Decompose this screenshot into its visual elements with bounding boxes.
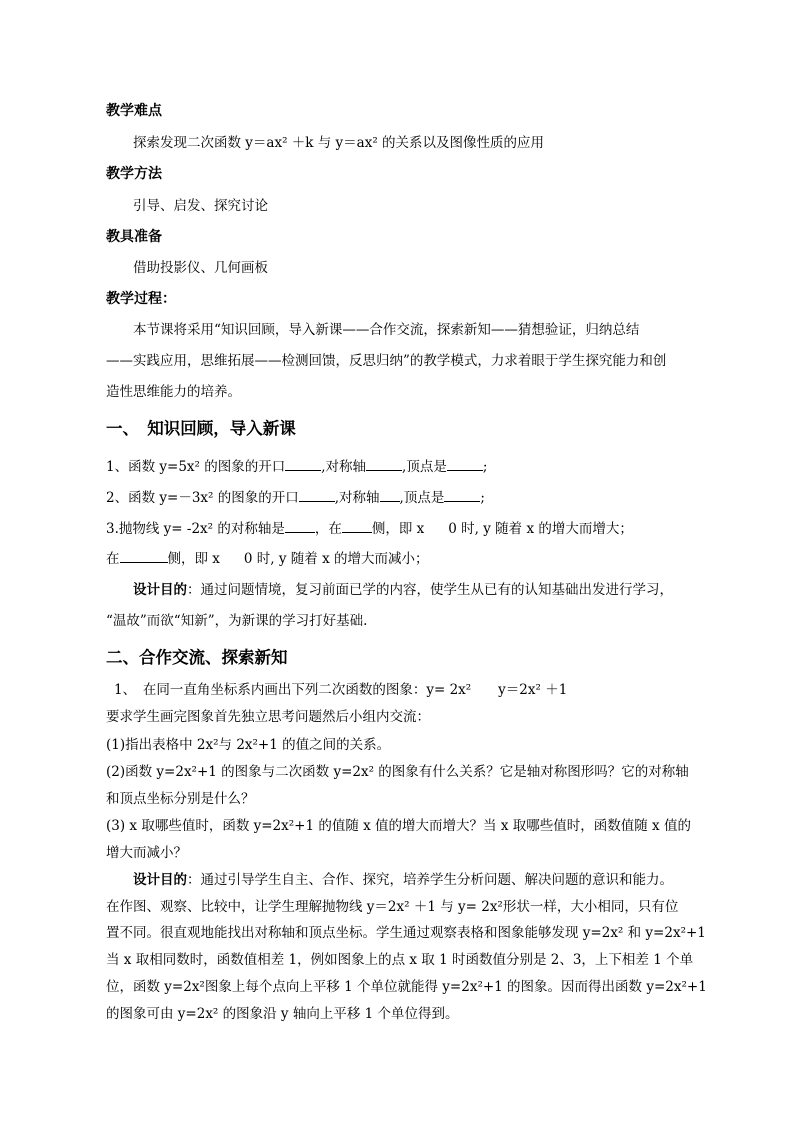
design-purpose-label: 设计目的: [133, 872, 187, 888]
section-2-title: 二、合作交流、探索新知: [106, 648, 288, 667]
q1-text-d: ;: [482, 459, 488, 475]
teaching-difficulty-text: 探索发现二次函数 y＝ax² ＋k 与 y＝ax² 的关系以及图像性质的应用: [133, 135, 545, 151]
teaching-tools-text: 借助投影仪、几何画板: [133, 260, 268, 276]
explore-question-3-line-2: 增大而减小？: [106, 845, 187, 861]
section-1-title: 一、 知识回顾，导入新课: [106, 419, 296, 438]
process-para-line-3: 造性思维能力的培养。: [106, 384, 241, 400]
answer-blank: [380, 487, 400, 502]
answer-blank: [120, 548, 168, 563]
explore-question-3-line-1: (3) x 取哪些值时，函数 y=2x²+1 的值随 x 值的增大而增大？当 x 取哪些值时，函数值随 x 值的: [106, 818, 691, 834]
q3-text-c: 侧，即 x: [371, 521, 425, 537]
design-purpose-1-line-2: “温故”而欲“知新”，为新课的学习打好基础.: [106, 613, 368, 629]
q3-text-b: ，在: [314, 521, 342, 537]
answer-blank: [366, 456, 402, 471]
answer-blank: [299, 487, 335, 502]
teaching-method-text: 引导、启发、探究讨论: [133, 198, 268, 214]
answer-blank: [285, 456, 321, 471]
design-purpose-text: ：通过问题情境，复习前面已学的内容，使学生从已有的认知基础出发进行学习，: [187, 582, 673, 598]
q3-text-d: 0 时, y 随着 x 的增大而增大；: [448, 521, 633, 537]
review-question-3: [106, 518, 633, 539]
design-purpose-2-line-6: 的图象可由 y=2x² 的图象沿 y 轴向上平移 1 个单位得到。: [106, 1006, 459, 1022]
heading-teaching-difficulty: 教学难点: [106, 103, 162, 119]
design-purpose-2-line-3: 置不同。很直观地能找出对称轴和顶点坐标。学生通过观察表格和图象能够发现 y=2x² 和 y=2x²+1: [106, 925, 706, 941]
q2-text-c: ,顶点是: [399, 490, 445, 506]
explore-requirement: 要求学生画完图象首先独立思考问题然后小组内交流：: [106, 709, 430, 725]
design-purpose-2-line-1: [133, 870, 673, 890]
q2-text-d: ;: [480, 490, 485, 506]
heading-teaching-tools: 教具准备: [106, 229, 162, 245]
explore-question-1: (1)指出表格中 2x²与 2x²+1 的值之间的关系。: [106, 737, 391, 753]
q1-text-c: ,顶点是: [402, 459, 447, 475]
q1-text-b: ,对称轴: [321, 459, 367, 475]
q1-text-a: 1、函数 y=5x² 的图象的开口: [106, 459, 286, 475]
heading-teaching-method: 教学方法: [106, 166, 162, 182]
process-para-line-1: 本节课将采用“知识回顾，导入新课——合作交流，探索新知——猜想验证，归纳总结: [133, 322, 640, 338]
q3-text-e: 在: [106, 551, 120, 567]
review-question-3-cont: [106, 548, 428, 569]
review-question-1: [106, 456, 487, 477]
design-purpose-label: 设计目的: [133, 582, 187, 598]
explore-question-2-line-1: (2)函数 y=2x²+1 的图象与二次函数 y=2x² 的图象有什么关系？它是轴对称图形吗？它的对称轴: [106, 764, 689, 780]
heading-teaching-process: 教学过程：: [106, 291, 176, 307]
answer-blank: [447, 456, 483, 471]
design-purpose-1-line-1: [133, 580, 673, 600]
design-purpose-2-line-2: 在作图、观察、比较中，让学生理解抛物线 y＝2x² ＋1 与 y= 2x²形状一样，大小相同，只有位: [106, 899, 679, 915]
design-purpose-2-line-4: 当 x 取相同数时，函数值相差 1，例如图象上的点 x 取 1 时函数值分别是 2、3，上下相差 1 个单: [106, 952, 694, 968]
process-para-line-2: ——实践应用，思维拓展——检测回馈，反思归纳”的教学模式，力求着眼于学生探究能力和创: [106, 353, 667, 369]
design-purpose-2-line-5: 位，函数 y=2x²图象上每个点向上平移 1 个单位就能得 y=2x²+1 的图象。因而得出函数 y=2x²+1: [106, 979, 707, 995]
q2-text-b: ,对称轴: [334, 490, 380, 506]
q3-text-f: 侧，即 x: [167, 551, 220, 567]
explore-item-1: 1、 在同一直角坐标系内画出下列二次函数的图象：y= 2x² y＝2x² ＋1: [114, 682, 568, 698]
answer-blank: [342, 518, 372, 533]
answer-blank: [444, 487, 480, 502]
q2-text-a: 2、函数 y=－3x² 的图象的开口: [106, 490, 299, 506]
explore-question-2-line-2: 和顶点坐标分别是什么？: [106, 791, 255, 807]
q3-text-g: 0 时, y 随着 x 的增大而减小；: [243, 551, 429, 567]
review-question-2: [106, 487, 485, 508]
design-purpose-text: ：通过引导学生自主、合作、探究，培养学生分析问题、解决问题的意识和能力。: [187, 872, 673, 888]
answer-blank: [285, 518, 315, 533]
q3-text-a: 3.抛物线 y= -2x² 的对称轴是: [106, 521, 285, 537]
